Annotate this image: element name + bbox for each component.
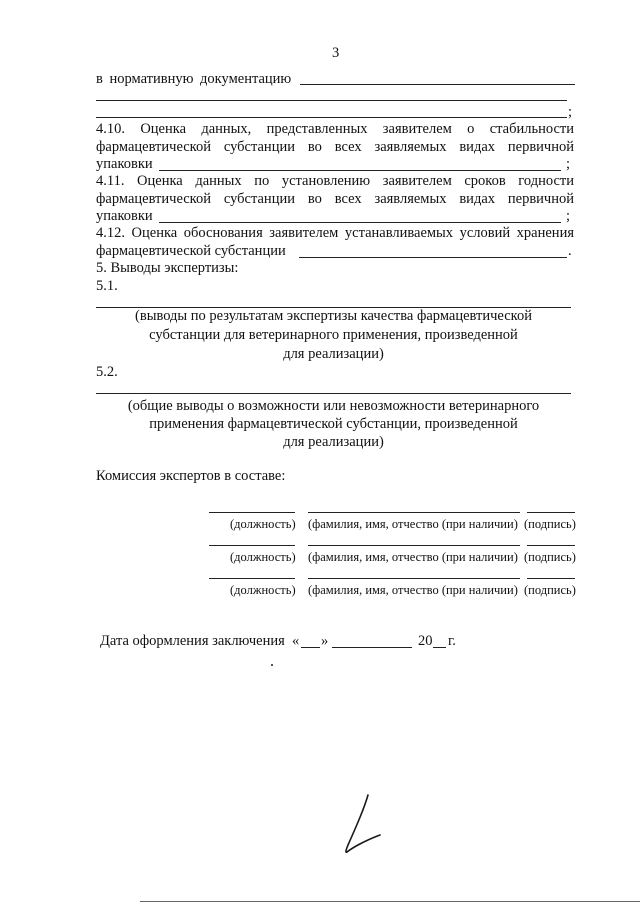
norm-docs-line-2	[96, 100, 567, 101]
item-5-1-caption-3: для реализации)	[283, 346, 384, 362]
item-4-10-line-2: фармацевтической субстанции во всех заявляемых видах первичной	[96, 139, 574, 155]
item-5-2-number: 5.2.	[96, 364, 118, 380]
norm-docs-line-1	[300, 84, 575, 85]
item-4-11-line-1: 4.11. Оценка данных по установлению заявителем сроков годности	[96, 173, 574, 189]
commission-row-3-signature: (подпись)	[524, 583, 576, 597]
item-4-10-line	[159, 170, 561, 171]
item-4-12-line	[299, 257, 567, 258]
commission-heading: Комиссия экспертов в составе:	[96, 468, 286, 484]
commission-row-2-name-line	[308, 545, 520, 546]
norm-docs-label: в нормативную документацию	[96, 71, 292, 87]
item-5-2-caption-3: для реализации)	[283, 434, 384, 450]
commission-row-1-signature-line	[527, 512, 575, 513]
commission-row-1-position: (должность)	[230, 517, 296, 531]
item-4-12-line-1: 4.12. Оценка обоснования заявителем устанавливаемых условий хранения	[96, 225, 574, 241]
commission-row-1-name-line	[308, 512, 520, 513]
date-year-suffix: г.	[448, 633, 456, 649]
item-4-10-line-1: 4.10. Оценка данных, представленных заявителем о стабильности	[96, 121, 574, 137]
bottom-scan-edge	[140, 901, 640, 902]
date-close-quote: »	[321, 633, 329, 649]
date-open-quote: «	[292, 633, 300, 649]
commission-row-2-signature: (подпись)	[524, 550, 576, 564]
commission-row-1-position-line	[209, 512, 295, 513]
item-4-11-end: ;	[566, 208, 571, 224]
commission-row-3-position-line	[209, 578, 295, 579]
date-year-line	[433, 647, 446, 648]
norm-docs-end: ;	[568, 104, 573, 120]
commission-row-2-position-line	[209, 545, 295, 546]
commission-row-1-name: (фамилия, имя, отчество (при наличии)	[308, 517, 518, 531]
item-4-12-end: .	[568, 243, 572, 259]
date-year-prefix: 20	[418, 633, 433, 649]
item-5-2-caption-1: (общие выводы о возможности или невозможности ветеринарного	[127, 398, 540, 414]
commission-row-2-position: (должность)	[230, 550, 296, 564]
section-5-heading: 5. Выводы экспертизы:	[96, 260, 239, 276]
commission-row-3-name: (фамилия, имя, отчество (при наличии)	[308, 583, 518, 597]
date-month-line	[332, 647, 412, 648]
item-5-1-caption-2: субстанции для ветеринарного применения, произведенной	[149, 327, 518, 343]
item-5-1-caption-1: (выводы по результатам экспертизы качества фармацевтической	[135, 308, 532, 324]
date-day-line	[301, 647, 320, 648]
item-4-10-packaging-label: упаковки	[96, 156, 153, 172]
handwritten-initials	[330, 785, 390, 865]
norm-docs-line-3	[96, 117, 567, 118]
item-4-10-end: ;	[566, 156, 571, 172]
commission-row-2-name: (фамилия, имя, отчество (при наличии)	[308, 550, 518, 564]
item-4-12-substance-label: фармацевтической субстанции	[96, 243, 286, 259]
commission-row-3-signature-line	[527, 578, 575, 579]
item-4-11-line-2: фармацевтической субстанции во всех заявляемых видах первичной	[96, 191, 574, 207]
date-label: Дата оформления заключения	[100, 633, 285, 649]
commission-row-3-position: (должность)	[230, 583, 296, 597]
item-5-2-line	[96, 393, 571, 394]
scan-dot	[271, 664, 273, 666]
item-5-1-number: 5.1.	[96, 278, 118, 294]
item-5-2-caption-2: применения фармацевтической субстанции, произведенной	[149, 416, 518, 432]
commission-row-3-name-line	[308, 578, 520, 579]
item-4-11-line	[159, 222, 561, 223]
item-4-11-packaging-label: упаковки	[96, 208, 153, 224]
page-number: 3	[332, 45, 340, 61]
commission-row-2-signature-line	[527, 545, 575, 546]
commission-row-1-signature: (подпись)	[524, 517, 576, 531]
